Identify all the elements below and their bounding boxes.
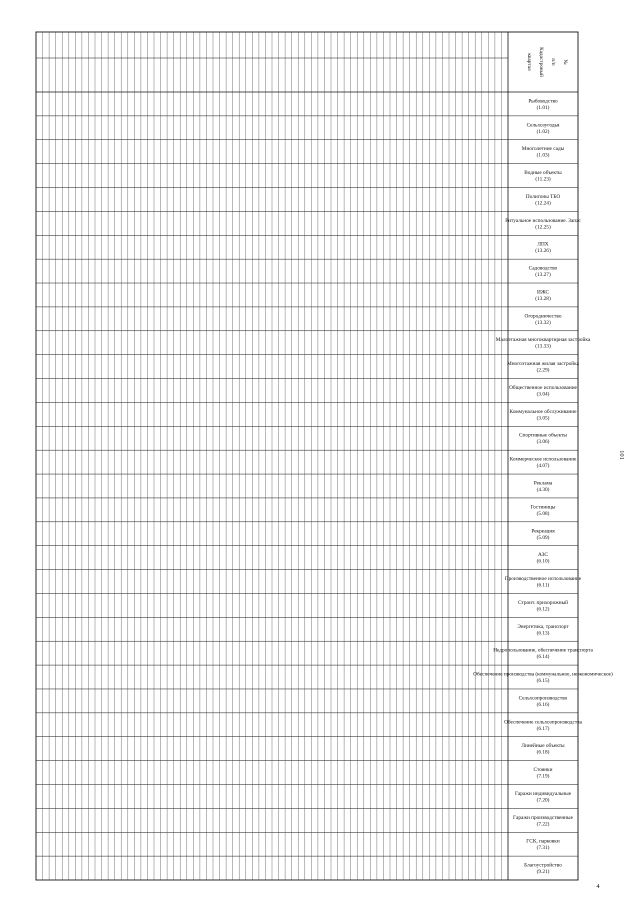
side-page-number: 101 [618,450,625,460]
category-label: Производственное использование [504,576,582,583]
category-code: (6.18) [536,749,550,756]
category-code: (6.14) [536,654,550,661]
category-label: Общественное использование [509,384,577,391]
category-code: (7.22) [536,821,550,828]
category-label: Гаражи индивидуальные [514,790,572,797]
category-code: (2.29) [536,367,550,374]
category-code: (4.30) [536,487,550,493]
category-label: Гостиницы [530,504,556,511]
corner-header-line: п/п [550,58,556,66]
category-label: Многолетние сады [521,146,565,153]
category-code: (12.25) [535,224,551,231]
category-code: (12.24) [535,200,551,207]
category-label: Огородничество [524,313,562,320]
category-code: (6.11) [536,582,550,589]
category-code: (7.31) [536,845,550,852]
category-label: Обеспечение сельхозпроизводства [504,719,582,726]
category-label: Ритуальное использование. Запас [505,217,581,224]
category-code: (6.10) [536,558,550,565]
category-label: Сельхозугодья [526,122,560,129]
category-code: (3.06) [536,439,550,446]
category-code: (5.09) [536,534,550,541]
category-label: ГСК, парковки [526,838,560,845]
category-code: (7.19) [536,773,550,780]
corner-header-line: № [562,59,568,65]
category-label: Обеспечение производства (коммунальное, неэкономическое) [473,671,613,678]
category-code: (9.21) [536,869,550,876]
category-code: (13.33) [535,343,551,350]
category-label: Садоводство [528,265,558,272]
category-code: (6.16) [536,701,550,708]
category-label: Стоянки [533,767,553,774]
category-label: Рыбоводство [528,98,558,105]
category-code: (6.13) [536,630,550,637]
category-code: (7.20) [536,797,550,804]
category-code: (13.28) [535,295,551,302]
category-code: (6.12) [536,606,550,613]
category-label: Линейные объекты [521,743,565,750]
category-label: Рекреация [531,528,555,535]
category-label: Спортивные объекты [519,432,567,439]
category-label: АЗС [538,552,548,559]
category-label: ЛПХ [537,241,549,248]
category-label: Строит. прихорожный [517,599,569,606]
category-code: (6.15) [536,678,550,685]
category-code: (1.02) [536,128,550,135]
category-label: Реклама [533,480,553,487]
category-label: Недропользование, обеспечение транспорта [493,647,593,654]
category-code: (5.08) [536,510,550,517]
category-code: (11.23) [535,176,551,183]
category-code: (13.26) [535,248,551,255]
category-label: Полигоны ТБО [525,193,561,200]
category-code: (3.04) [536,391,550,398]
category-label: Благоустройство [524,862,562,869]
page-number: 4 [596,883,600,890]
category-label: Водные объекты [524,170,562,177]
category-code: (13.27) [535,272,551,279]
category-label: Многоэтажная жилая застройка [507,361,579,368]
category-label: Энергетика, транспорт [517,623,569,630]
category-code: (1.01) [536,104,550,111]
corner-header-line: Кадастровый [538,47,544,77]
category-label: Коммерческое использование [509,456,577,463]
table-frame [36,32,578,880]
category-code: (3.05) [536,415,550,422]
category-code: (4.07) [536,463,550,470]
category-code: (13.32) [535,319,551,326]
category-label: Сельхозпроизводство [518,695,568,702]
category-label: Коммунальное обслуживание [509,408,577,415]
corner-header-line: квартал [526,53,532,71]
category-label: ИЖС [537,289,549,296]
category-label: Гаражи производственные [513,814,573,821]
category-label: Малоэтажная многоквартирная застройка [495,337,591,344]
category-code: (1.03) [536,152,550,159]
category-code: (6.17) [536,725,550,732]
